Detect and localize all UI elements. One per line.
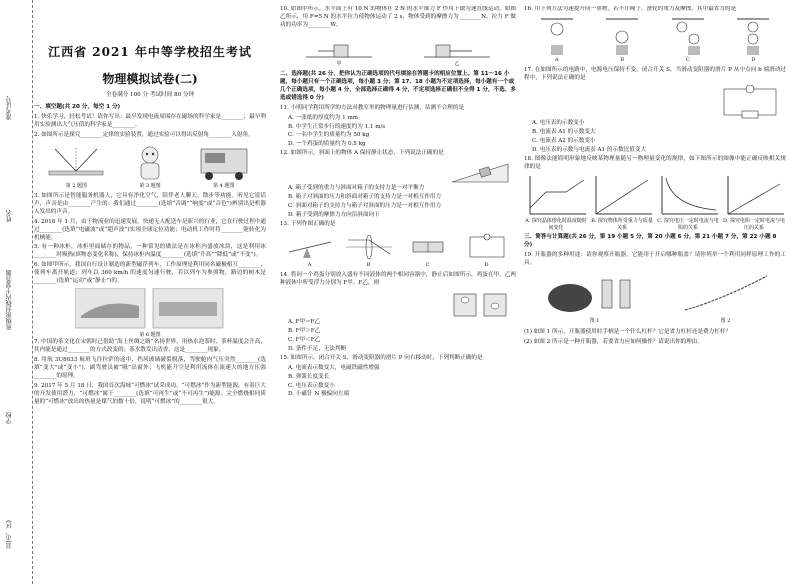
exam-title: 江西省 2021 年中等学校招生考试 — [48, 45, 252, 59]
figure-2-caption: 第 2 题图 — [65, 182, 88, 189]
q16-label-d: D — [751, 56, 756, 63]
q11-option-b: B. 中学生正常步行的速度约为 1.1 m/s — [288, 123, 386, 130]
question-2: 2. 如图所示是探究________定律的实验装置，通过实验可以得出反射角________入射角。 — [34, 131, 254, 138]
question-10: 10. 如图甲所示，水平面上有 10 N 的物体在 2 N 的水平推力 F 作用下做匀速直线运动，如图乙所示，用 F=5 N 的水平拉力使物体运动了 2 s，物体受到的摩擦力为________N，拉力 F 做功的功率为________W。 — [280, 6, 516, 28]
question-9: 9. 2017 年 5 月 18 日，我国首次海域“可燃冰”试采成功。“可燃冰”作为新型能源，有着巨大的开发使用潜力，“可燃冰”属于________(选填“可再生”或“不可再生”)能源；完全燃烧相同质量的“可燃冰”放出的热量是煤气的数十倍，说明“可燃冰”的________很大。 — [34, 382, 266, 405]
question-19-part-2: (2) 如图 2 所示是一种开瓶器，若要省力应如何操作？请说出你的理由。 — [524, 338, 704, 345]
question-14: 14. 将同一个鸡蛋分别放入盛有不同液体的两个相同容器中，静止后如图所示，鸡蛋在甲、乙两种液体中所受浮力分别为 F甲、F乙，则 — [280, 272, 516, 286]
circuit-diagram — [462, 232, 512, 262]
name-label: 姓名 — [6, 210, 13, 222]
figure-4-caption: 第 4 题图 — [212, 182, 235, 189]
q17-option-c: C. 电流表 A2 的示数变小 — [532, 137, 596, 144]
column-2 — [280, 6, 516, 578]
q12-option-a: A. 箱子受到的重力与斜面对箱子的支持力是一对平衡力 — [288, 185, 425, 192]
q11-option-c: C. 一名中学生的质量约为 50 kg — [288, 132, 370, 139]
figure-6 — [34, 288, 266, 339]
q18-option-b: B. 探究物体所受重力与质量关系 — [591, 217, 653, 231]
question-13: 13. 下列作图正确的是 — [280, 221, 336, 228]
question-4: 4. 2018 年 1 月，由于物流业的迅速发展，快递无人配送车是新兴的行业，它在行驶过程中通过________(选填“电磁波”或“超声波”)实现全球定位功能；电动机工作时将________能转化为机械能。 — [34, 218, 266, 241]
magnet-diagram — [403, 232, 453, 262]
pulley-d — [733, 17, 773, 57]
figure-10 — [280, 33, 516, 68]
seal-warning: 密封线内不要答题 — [6, 270, 13, 318]
section-3-heading: 三、简答与计算题(共 26 分，第 19 小题 5 分，第 20 小题 6 分，第 21 小题 7 分，第 22 小题 8 分) — [524, 233, 777, 248]
exam-meta: 全卷满分 100 分 考试时间 80 分钟 — [105, 92, 195, 99]
figure-row-2-4 — [34, 143, 266, 190]
q14-option-c: C. F甲＜F乙 — [288, 336, 321, 343]
q14-option-b: B. F甲＞F乙 — [288, 327, 321, 334]
question-3: 3. 如图所示是智能服务机器人，它具有净化空气，陪伴老人聊天，散步等功能。听见它说话声，声音是由________产生的；我们通过________(选填“音调”“响度”或“音色”)辨别出是机器人发出的声音。 — [34, 192, 266, 215]
bottle-opener-figure-1 — [540, 270, 650, 318]
binding-margin — [0, 0, 33, 584]
q18-option-d: D. 探究电阻一定时电流与电压的关系 — [722, 217, 785, 231]
question-19: 19. 开瓶器的多种用途：请你观察开瓶器，它能用于开启哪种瓶盖？请你列举一个利用同样原理工作的工具。 — [524, 251, 786, 266]
label-jia: 甲 — [336, 60, 342, 67]
q16-label-a: A — [554, 56, 559, 63]
robot-figure — [130, 143, 170, 183]
pulley-b — [602, 17, 642, 57]
question-15: 15. 如图所示，闭合开关 S，滑动变阻器的滑片 P 向右移动时，下列判断正确的是 — [280, 354, 483, 361]
graph-a — [524, 174, 588, 218]
section-2-heading: 二、选择题(共 26 分，把你认为正确选项的代号填涂在答题卡的相应位置上。第 11～16 小题，每小题只有一个正确选项，每小题 3 分；第 17、18 小题为不定项选择，每小题有一个或几个正确选项，每小题 4 分，全部选择正确得 4 分，不定项选择正确但不全得 1 分，不选、多选或错选得 0 分) — [280, 70, 516, 101]
county-label: 县(市、区) — [6, 520, 13, 549]
lens-diagram — [344, 232, 394, 262]
q13-label-a: A — [307, 261, 312, 268]
q11-option-a: A. 一张纸的厚度约为 1 mm — [288, 114, 359, 121]
figure-19 — [524, 270, 786, 325]
column-3 — [524, 6, 786, 578]
circuit-figure-17 — [720, 85, 780, 119]
question-12: 12. 如图所示，斜面上的物体 A 保持静止状态，下列说法正确的是 — [280, 150, 444, 157]
question-1: 1. 快乐学习，轻松考试！请你写出：最早发现电流周围存在磁场的科学家是________；最早利用实验测出大气压值的科学家是________。 — [34, 113, 266, 128]
q15-option-c: C. 电压表示数变小 — [288, 382, 335, 389]
q12-option-d: D. 箱子受到的摩擦力方向沿斜面向下 — [288, 212, 380, 219]
ticket-number-label: 准考证号 — [6, 96, 13, 120]
exam-subtitle: 物理模拟试卷(二) — [102, 72, 198, 87]
question-11: 11. 小明同学利用所学的方法对教室里的物理量进行估测，估测不合理的是 — [280, 104, 465, 111]
pulley-a — [537, 17, 577, 57]
graph-c — [656, 174, 720, 218]
question-19-part-1: (1) 如图 1 所示，开瓶器使用时手柄是一个什么杠杆？它是省力杠杆还是费力杠杆？ — [524, 328, 732, 335]
q17-option-d: D. 电压表的示数与电流表 A1 的示数比值变大 — [532, 146, 647, 153]
column-1 — [34, 6, 266, 578]
graph-d — [722, 174, 786, 218]
figure-19-1-caption: 图 1 — [589, 318, 600, 325]
q15-option-d: D. 小磁针 N 极偏向左端 — [288, 391, 350, 398]
reflection-figure — [45, 143, 107, 183]
school-label: 学校 — [6, 412, 13, 424]
push-block-figure — [304, 33, 374, 61]
q17-option-b: B. 电流表 A1 的示数变大 — [532, 128, 596, 135]
q16-label-b: B — [620, 56, 625, 63]
q13-label-d: D — [484, 261, 489, 268]
pulley-c — [668, 17, 708, 57]
question-8: 8. 用航 3U8633 航班飞往拉萨的途中，挡风玻璃破裂脱落，驾驶舱内气压突然________(选填“变大”或“变小”)，副驾驶员被“吸”出窗外；飞机能升空是利用流体在流速大的地方压强________的原理。 — [34, 357, 266, 379]
q15-option-b: B. 弹簧长度变长 — [288, 373, 330, 380]
question-6: 6. 如图甲所示，我国自行设计制造的新型磁浮列车，工作原理是利用同名磁极相互________，使列车离开轨道；列车以 360 km/h 的速度匀速行驶，若以列车为参照物，路边的树木是________(选填“运动”或“静止”)的。 — [34, 262, 266, 285]
figure-19-2-caption: 图 2 — [720, 318, 731, 325]
q12-option-c: C. 斜面对箱子的支持力与箱子对斜面的压力是一对相互作用力 — [288, 203, 442, 210]
question-18: 18. 图像法能简明形象地反映某物理量随另一物理量变化的规律，如下图所示的图像中能正确反映相关规律的是 — [524, 155, 786, 170]
q14-option-a: A. F甲＝F乙 — [288, 318, 321, 325]
question-16: 16. 用下列方法匀速提升同一重物，若不计绳子、滑轮的重力及摩擦，其中最省力的是 — [524, 6, 737, 12]
question-17: 17. 在如图所示的电路中，电源电压保持不变，闭合开关 S，当滑动变阻器的滑片 P 从中点向 b 端滑动过程中，下列说法正确的是 — [524, 67, 786, 81]
bottle-opener-figure-2 — [681, 270, 771, 318]
label-yi: 乙 — [454, 60, 460, 67]
figure-13 — [280, 232, 516, 269]
class-label: 班级 — [6, 318, 13, 330]
egg-beakers-figure — [450, 290, 510, 318]
section-1-heading: 一、填空题(共 20 分，每空 1 分) — [34, 104, 121, 110]
lever-diagram — [285, 232, 335, 262]
q13-label-b: B — [366, 261, 371, 268]
q13-label-c: C — [425, 261, 430, 268]
maglev-train-figure — [75, 288, 225, 330]
question-7: 7. 中国的茶文化在宋朝时已借助“海上丝绸之路”名扬世界。用热水泡茶时，茶杯温度会升高，其内能是通过________的方式改变的；茶水散发出清香，这是________现象。 — [34, 339, 266, 354]
graph-b — [590, 174, 654, 218]
figure-6-caption: 第 6 题图 — [139, 332, 161, 339]
graphs-18 — [524, 174, 786, 232]
incline-figure — [450, 160, 510, 184]
figure-16 — [524, 17, 786, 64]
pull-block-figure — [422, 33, 492, 61]
delivery-vehicle-figure — [193, 143, 255, 183]
q11-option-d: D. 一个鸡蛋的质量约为 0.5 kg — [288, 141, 366, 148]
q16-label-c: C — [685, 56, 690, 63]
q14-option-d: D. 条件不足，无法判断 — [288, 345, 347, 352]
figure-3-caption: 第 3 题图 — [139, 182, 161, 189]
q12-option-b: B. 箱子对斜面的压力和斜面对箱子的支持力是一对相互作用力 — [288, 194, 442, 201]
q18-option-c: C. 探究电压一定时电流与电阻的关系 — [657, 217, 719, 231]
q18-option-a: A. 探究晶体熔化时温度随时间变化 — [525, 217, 587, 231]
q17-option-a: A. 电压表的示数变小 — [532, 119, 585, 126]
q15-option-a: A. 电流表示数变大，电磁铁磁性增强 — [288, 364, 380, 371]
question-5: 5. 有一种冰柜，冰柜里面储存的物品，一种常见的做法是在冰柜内盛放冰块，这是利用冰________时吸热(填物态变化名称)，保持冰柜内温度________(选填“升高”“降低”或“不变”)。 — [34, 244, 266, 259]
